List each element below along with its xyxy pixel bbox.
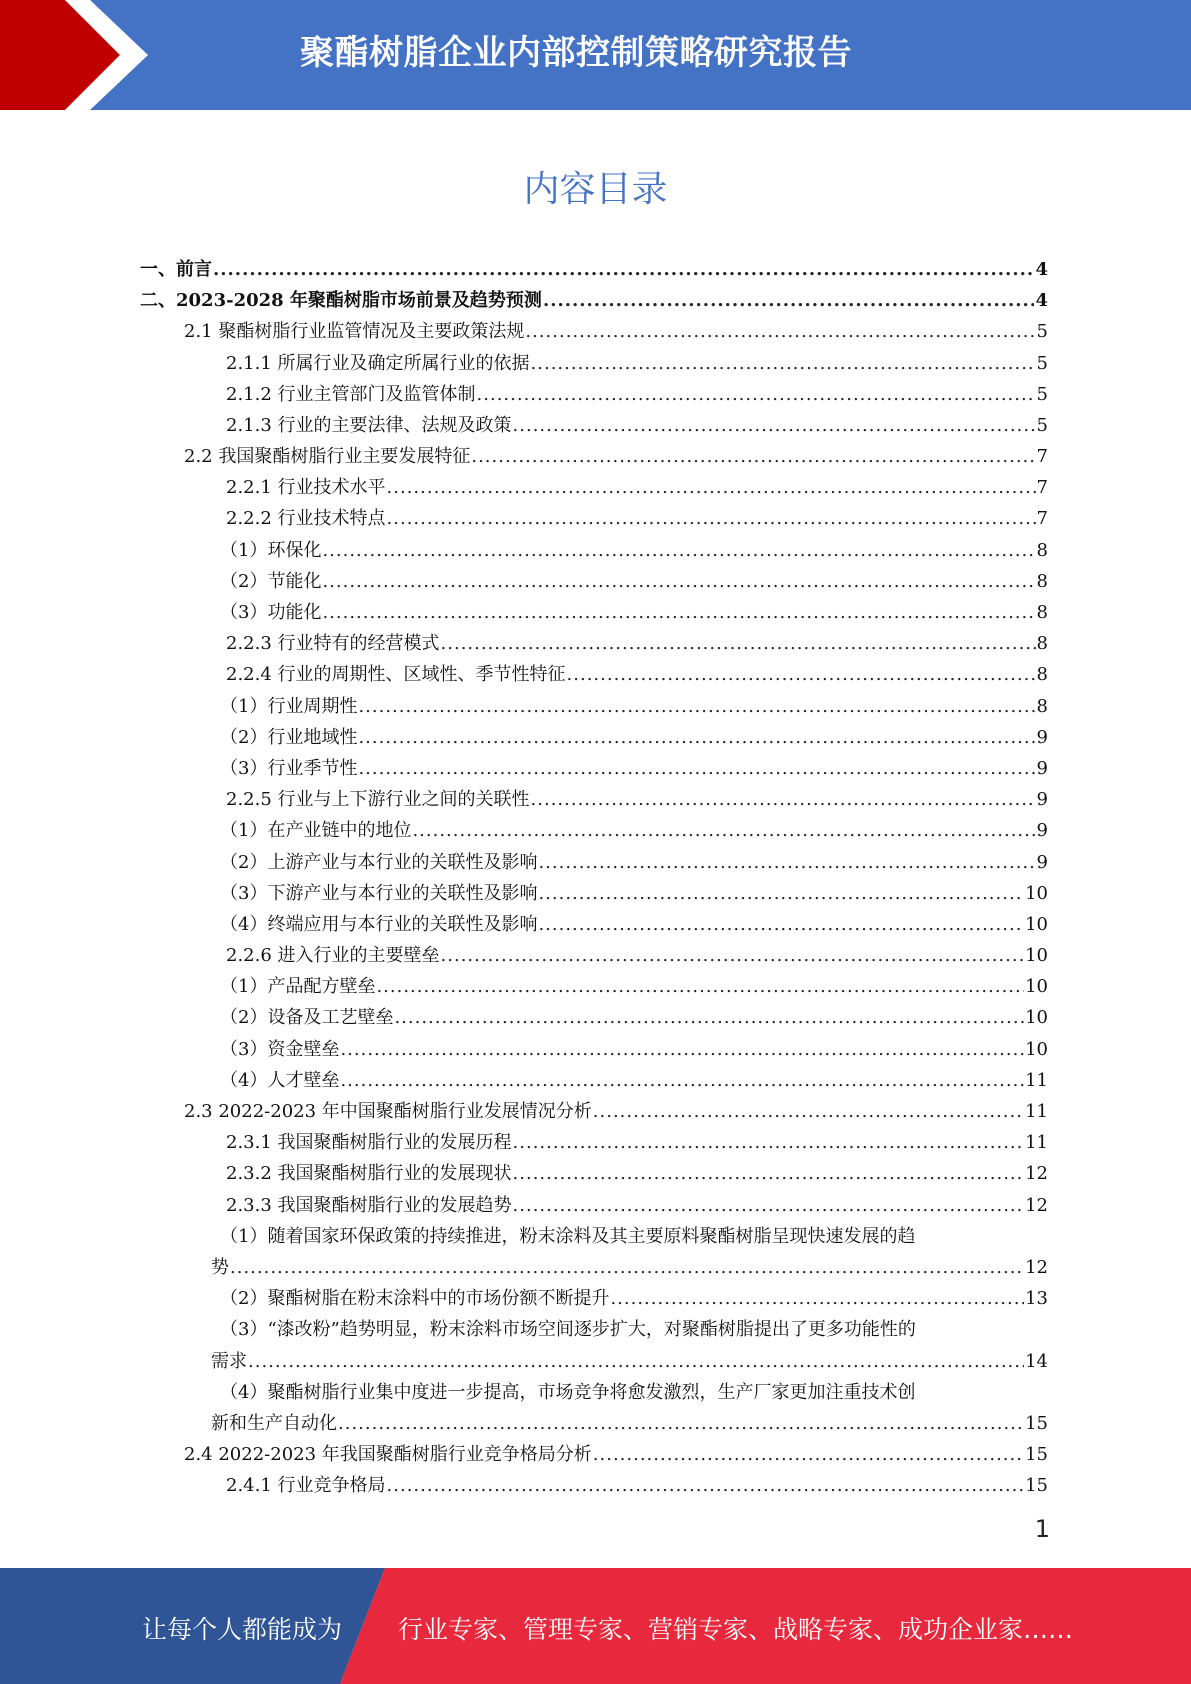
dot-leader: [477, 379, 1036, 410]
toc-entry-title: 2.2.4 行业的周期性、区域性、季节性特征: [226, 664, 566, 686]
toc-entry-title: （3）资金壁垒: [220, 1038, 340, 1060]
toc-entry[interactable]: [140, 847, 1048, 878]
dot-leader: [441, 628, 1036, 659]
toc-entry-title: 2.1 聚酯树脂行业监管情况及主要政策法规: [184, 321, 525, 343]
toc-entry[interactable]: [140, 909, 1048, 940]
dot-leader: [387, 503, 1036, 534]
dot-leader: [358, 691, 1035, 722]
report-title: 聚酯树脂企业内部控制策略研究报告: [300, 33, 852, 73]
dot-leader: [531, 348, 1036, 379]
dot-leader: [593, 1439, 1024, 1470]
dot-leader: [538, 878, 1024, 909]
toc-page-number: 9: [1036, 851, 1048, 873]
toc-entry[interactable]: [140, 940, 1048, 971]
toc-entry[interactable]: [140, 316, 1048, 347]
toc-page-number: 9: [1036, 757, 1048, 779]
toc-entry[interactable]: [140, 254, 1048, 285]
toc-entry-continuation[interactable]: [140, 1252, 1048, 1283]
toc-entry-title: （3）行业季节性: [220, 757, 358, 779]
dot-leader: [213, 254, 1034, 285]
toc-entry-title: 2.3.3 我国聚酯树脂行业的发展趋势: [226, 1194, 512, 1216]
toc-page-number: 8: [1036, 602, 1048, 624]
toc-entry[interactable]: [140, 1470, 1048, 1501]
dot-leader: [513, 1127, 1025, 1158]
toc-page-number: 7: [1036, 508, 1048, 530]
dot-leader: [322, 597, 1035, 628]
toc-page-number: 11: [1025, 1069, 1048, 1091]
toc-entry-title: 2.1.3 行业的主要法律、法规及政策: [226, 414, 512, 436]
dot-leader: [358, 753, 1035, 784]
toc-entry[interactable]: [140, 628, 1048, 659]
dot-leader: [525, 316, 1035, 347]
toc-entry-title: 2.2.2 行业技术特点: [226, 508, 386, 530]
toc-entry-title: 2.2.3 行业特有的经营模式: [226, 633, 440, 655]
toc-entry[interactable]: [140, 1377, 1048, 1408]
toc-entry-title: 2.3.2 我国聚酯树脂行业的发展现状: [226, 1163, 512, 1185]
toc-page-number: 8: [1036, 633, 1048, 655]
toc-entry[interactable]: [140, 971, 1048, 1002]
toc-entry-title: （1）产品配方壁垒: [220, 976, 376, 998]
toc-entry-title: （2）行业地域性: [220, 726, 358, 748]
toc-entry-title: （2）上游产业与本行业的关联性及影响: [220, 851, 538, 873]
toc-page-number: 10: [1025, 976, 1048, 998]
toc-entry-title: 二、2023-2028 年聚酯树脂市场前景及趋势预测: [140, 290, 542, 312]
toc-entry-title: （1）随着国家环保政策的持续推进，粉末涂料及其主要原料聚酯树脂呈现快速发展的趋: [220, 1225, 916, 1247]
dot-leader: [593, 1096, 1024, 1127]
dot-leader: [538, 847, 1035, 878]
page-number: 1: [1034, 1515, 1050, 1543]
toc-entry[interactable]: [140, 379, 1048, 410]
dot-leader: [338, 1408, 1024, 1439]
dot-leader: [322, 566, 1035, 597]
dot-leader: [531, 784, 1036, 815]
dot-leader: [340, 1065, 1024, 1096]
toc-entry[interactable]: [140, 691, 1048, 722]
toc-page-number: 12: [1025, 1256, 1048, 1278]
toc-page-number: 5: [1036, 383, 1048, 405]
toc-entry-title: （2）聚酯树脂在粉末涂料中的市场份额不断提升: [220, 1288, 610, 1310]
toc-entry[interactable]: [140, 1127, 1048, 1158]
toc-heading: 内容目录: [523, 169, 668, 210]
dot-leader: [513, 410, 1036, 441]
dot-leader: [610, 1283, 1024, 1314]
toc-page-number: 14: [1025, 1350, 1048, 1372]
toc-entry[interactable]: [140, 878, 1048, 909]
toc-entry[interactable]: [140, 1003, 1048, 1034]
toc-entry-title: 2.4 2022-2023 年我国聚酯树脂行业竞争格局分析: [184, 1444, 592, 1466]
toc-entry-title-continued: 新和生产自动化: [211, 1412, 337, 1434]
toc-entry[interactable]: [140, 1034, 1048, 1065]
toc-page-number: 10: [1025, 1007, 1048, 1029]
toc-page-number: 11: [1025, 1101, 1048, 1123]
toc-page-number: 7: [1036, 446, 1048, 468]
toc-entry[interactable]: [140, 753, 1048, 784]
toc-page-number: 10: [1025, 882, 1048, 904]
dot-leader: [412, 815, 1035, 846]
toc-page-number: 9: [1036, 789, 1048, 811]
toc-entry-title: 2.4.1 行业竞争格局: [226, 1475, 386, 1497]
toc-entry[interactable]: [140, 566, 1048, 597]
toc-page-number: 10: [1025, 913, 1048, 935]
toc-page-number: 13: [1025, 1288, 1048, 1310]
toc-entry-title: （1）环保化: [220, 539, 322, 561]
toc-entry-continuation[interactable]: [140, 1346, 1048, 1377]
dot-leader: [387, 1470, 1025, 1501]
toc-entry[interactable]: [140, 348, 1048, 379]
toc-entry[interactable]: [140, 1158, 1048, 1189]
dot-leader: [376, 971, 1024, 1002]
footer-slogan-right: 行业专家、管理专家、营销专家、战略专家、成功企业家……: [398, 1615, 1074, 1644]
toc-page-number: 8: [1036, 570, 1048, 592]
toc-entry[interactable]: [140, 1439, 1048, 1470]
toc-page-number: 4: [1035, 290, 1048, 312]
toc-page-number: 15: [1025, 1444, 1048, 1466]
toc-entry[interactable]: [140, 285, 1048, 316]
dot-leader: [513, 1190, 1025, 1221]
toc-entry[interactable]: [140, 1221, 1048, 1252]
toc-entry-title: （2）设备及工艺壁垒: [220, 1007, 394, 1029]
toc-entry-title: （3）下游产业与本行业的关联性及影响: [220, 882, 538, 904]
toc-page-number: 12: [1025, 1194, 1048, 1216]
toc-entry[interactable]: [140, 722, 1048, 753]
toc-page-number: 5: [1036, 352, 1048, 374]
toc-entry[interactable]: [140, 597, 1048, 628]
dot-leader: [394, 1002, 1024, 1033]
toc-entry-title: 2.2.5 行业与上下游行业之间的关联性: [226, 789, 530, 811]
toc-entry[interactable]: [140, 535, 1048, 566]
toc-entry-title: 2.3 2022-2023 年中国聚酯树脂行业发展情况分析: [184, 1101, 592, 1123]
toc-page-number: 9: [1036, 726, 1048, 748]
toc-entry-title: （4）人才壁垒: [220, 1069, 340, 1091]
toc-entry-title: （3）“漆改粉”趋势明显，粉末涂料市场空间逐步扩大，对聚酯树脂提出了更多功能性的: [220, 1319, 916, 1341]
toc-entry-title: （4）终端应用与本行业的关联性及影响: [220, 913, 538, 935]
dot-leader: [543, 285, 1035, 316]
toc-page-number: 5: [1036, 414, 1048, 436]
toc-entry-title: 2.3.1 我国聚酯树脂行业的发展历程: [226, 1132, 512, 1154]
toc-page-number: 8: [1036, 695, 1048, 717]
toc-entry-title: 2.1.1 所属行业及确定所属行业的依据: [226, 352, 530, 374]
toc-page-number: 15: [1025, 1412, 1048, 1434]
toc-entry[interactable]: [140, 441, 1048, 472]
toc-entry[interactable]: [140, 1096, 1048, 1127]
toc-entry-title: 2.2.1 行业技术水平: [226, 477, 386, 499]
toc-page-number: 8: [1036, 664, 1048, 686]
table-of-contents: [140, 254, 1048, 1502]
toc-entry[interactable]: [140, 659, 1048, 690]
toc-entry[interactable]: [140, 1283, 1048, 1314]
toc-page-number: 10: [1025, 945, 1048, 967]
toc-entry[interactable]: [140, 1190, 1048, 1221]
dot-leader: [441, 940, 1025, 971]
toc-entry[interactable]: [140, 1314, 1048, 1345]
toc-entry[interactable]: [140, 784, 1048, 815]
dot-leader: [513, 1158, 1025, 1189]
toc-page-number: 8: [1036, 539, 1048, 561]
dot-leader: [387, 472, 1036, 503]
toc-entry-title: 2.1.2 行业主管部门及监管体制: [226, 383, 476, 405]
dot-leader: [471, 441, 1035, 472]
toc-page-number: 15: [1025, 1475, 1048, 1497]
dot-leader: [230, 1252, 1024, 1283]
toc-entry[interactable]: [140, 1065, 1048, 1096]
toc-entry[interactable]: [140, 815, 1048, 846]
toc-page-number: 10: [1025, 1038, 1048, 1060]
toc-entry[interactable]: [140, 472, 1048, 503]
toc-entry-title: 一、前言: [140, 258, 212, 280]
toc-entry-title: （2）节能化: [220, 570, 322, 592]
toc-entry-title: （1）行业周期性: [220, 695, 358, 717]
toc-page-number: 9: [1036, 820, 1048, 842]
toc-entry-title: （1）在产业链中的地位: [220, 820, 412, 842]
toc-page-number: 5: [1036, 321, 1048, 343]
toc-entry-title: （3）功能化: [220, 602, 322, 624]
toc-page-number: 11: [1025, 1132, 1048, 1154]
dot-leader: [567, 659, 1036, 690]
toc-page-number: 12: [1025, 1163, 1048, 1185]
footer-slogan-left: 让每个人都能成为: [142, 1615, 343, 1644]
dot-leader: [538, 909, 1024, 940]
footer-banner: [0, 1568, 1191, 1684]
header-banner: [0, 0, 1191, 110]
toc-entry-title: 2.2.6 进入行业的主要壁垒: [226, 945, 440, 967]
toc-page-number: 4: [1035, 258, 1048, 280]
toc-entry-title: （4）聚酯树脂行业集中度进一步提高，市场竞争将愈发激烈，生产厂家更加注重技术创: [220, 1381, 916, 1403]
dot-leader: [358, 722, 1035, 753]
toc-entry-title-continued: 势: [211, 1256, 229, 1278]
dot-leader: [322, 535, 1035, 566]
toc-entry[interactable]: [140, 410, 1048, 441]
dot-leader: [340, 1034, 1024, 1065]
toc-entry[interactable]: [140, 504, 1048, 535]
toc-entry-title: 2.2 我国聚酯树脂行业主要发展特征: [184, 446, 471, 468]
dot-leader: [248, 1346, 1024, 1377]
toc-entry-continuation[interactable]: [140, 1408, 1048, 1439]
toc-entry-title-continued: 需求: [211, 1350, 247, 1372]
toc-page-number: 7: [1036, 477, 1048, 499]
